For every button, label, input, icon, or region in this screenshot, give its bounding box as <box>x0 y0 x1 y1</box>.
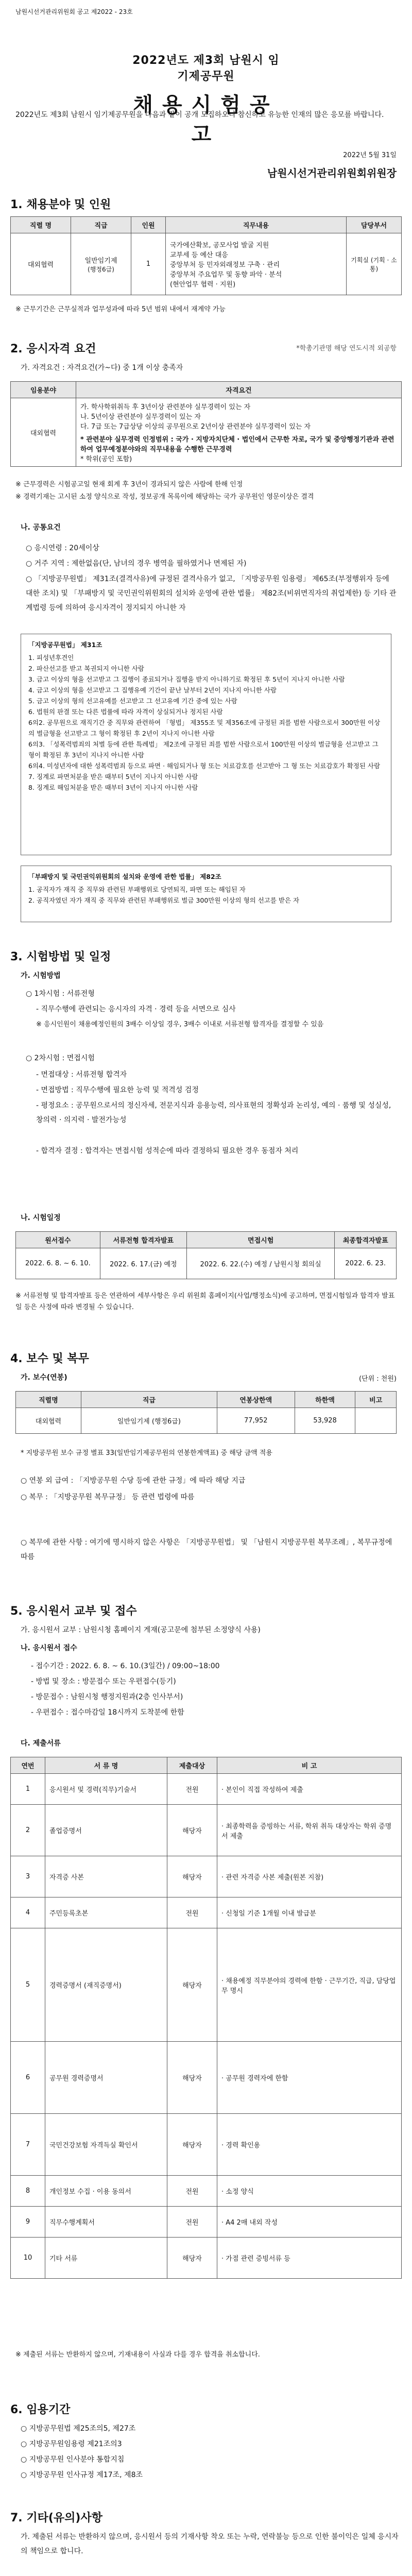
doc-remark: · 최종학력을 증빙하는 서류, 학위 취득 대상자는 학위 증명서 제출 <box>217 1805 402 1856</box>
box2-title: 「부패방지 및 국민권익위원회의 설치와 운영에 관한 법률」 제82조 <box>28 873 221 880</box>
stage2-item: - 합격자 결정 : 합격자는 면접시험 성적순에 따라 결정하되 필요한 경우 동점자 처리 <box>36 1147 299 1155</box>
intro-text: 2022년도 제3회 남원시 임기제공무원을 다음과 같이 공개 모집하오니 참신하고 유능한 인재의 많은 응모를 바랍니다. <box>15 111 384 119</box>
doc-name: 직무수행계획서 <box>45 2207 167 2238</box>
doc-name: 자격증 사본 <box>45 1856 167 1897</box>
doc-no: 1 <box>11 1774 45 1805</box>
sched-cell: 2022. 6. 23. <box>335 1248 397 1279</box>
pay-extra: ○ 연봉 외 급여 : 「지방공무원 수당 등에 관한 규정」에 따라 해당 지급 <box>21 1477 246 1485</box>
req-note2: * 학위(공인 포함) <box>80 455 132 463</box>
pay-h: 하한액 <box>295 1392 355 1408</box>
doc-no: 9 <box>11 2207 45 2238</box>
term-line: ○ 지방공무원임용령 제21조의3 <box>21 2440 122 2448</box>
doc-name: 경력증명서 (재직증명서) <box>45 1928 167 2042</box>
duty-item: 국가에산확보, 공모사업 발굴 지원 <box>170 242 269 249</box>
box1-item: 6의3. 「성폭력범죄의 처벌 등에 관한 특례법」 제2조에 규정된 죄를 범한 사람으로서 100만원 이상의 벌금형을 선고받고 그 형이 확정된 후 3년이 지나지 아니한 사람 <box>28 740 379 759</box>
section6-title: 6. 임용기간 <box>10 2403 71 2416</box>
doc-h: 제출대상 <box>167 1757 217 1774</box>
doc-name: 주민등록초본 <box>45 1897 167 1928</box>
section4-title: 4. 보수 및 복무 <box>10 1352 89 1365</box>
recruit-count: 1 <box>131 233 166 295</box>
pay-h: 비고 <box>355 1392 397 1408</box>
pay-cell: 77,952 <box>217 1408 295 1434</box>
box1-item: 1. 피성년후견인 <box>28 654 74 662</box>
duty-item: 교부세 등 예산 대응 <box>170 251 228 259</box>
section5-na: 나. 응시원서 접수 <box>21 1644 77 1652</box>
doc-no: 10 <box>11 2238 45 2279</box>
documents-note: ※ 제출된 서류는 반환하지 않으며, 기재내용이 사실과 다를 경우 합격을 취소합니다. <box>15 2351 260 2359</box>
box1-item: 7. 징계로 파면처분을 받은 때부터 5년이 지나지 아니한 사람 <box>28 773 198 781</box>
th-name: 직렬 명 <box>11 217 71 233</box>
doc-remark: · 신청일 기준 1개월 이내 발급분 <box>217 1897 402 1928</box>
stage1: ○ 1차시험 : 서류전형 <box>26 990 95 998</box>
doc-remark: · 경력 확인용 <box>217 2114 402 2176</box>
doc-target: 해당자 <box>167 2238 217 2279</box>
duty-item: 중앙부처 주요업무 및 동향 파악 · 분석 <box>170 271 282 279</box>
sched-h: 원서접수 <box>16 1232 100 1248</box>
qual-field: 대외협력 <box>11 398 76 467</box>
doc-remark: · 공무원 경력자에 한함 <box>217 2042 402 2114</box>
pay-h: 직렬명 <box>16 1392 81 1408</box>
box1-item: 6의2. 공무원으로 재직기간 중 직무와 관련하여 「형법」 제355조 및 제356조에 규정된 죄를 범한 사람으로서 300만원 이상의 벌금형을 선고받고 그 형이 확정된 후 2년이 지나지 아니한 사람 <box>28 719 381 737</box>
th-count: 인원 <box>131 217 166 233</box>
doc-no: 2 <box>11 1805 45 1856</box>
stage2-item: - 평정요소 : 공무원으로서의 정신자세, 전문지식과 응용능력, 의사표현의 정확성과 논리성, 예의 · 품행 및 성실성, 창의력 · 의지력 · 발전가능성 <box>36 1101 391 1124</box>
pay-h: 연봉상한액 <box>217 1392 295 1408</box>
title-sub: 2022년도 제3회 남원시 임기제공무원 <box>132 54 280 83</box>
box1-item: 8. 징계로 해임처분을 받은 때부터 3년이 지나지 아니한 사람 <box>28 784 198 791</box>
stage2: ○ 2차시험 : 면접시험 <box>26 1054 95 1062</box>
doc-remark: · A4 2매 내외 작성 <box>217 2207 402 2238</box>
doc-no: 6 <box>11 2042 45 2114</box>
req-item: 나. 5년이상 관련분야 실무경력이 있는 자 <box>80 413 201 421</box>
stage1-note: ※ 응시인원이 채용예정인원의 3배수 이상일 경우, 3배수 이내로 서류전형 합격자를 결정할 수 있음 <box>36 1021 324 1028</box>
recruit-grade <box>71 233 131 295</box>
box1-item: 6의4. 미성년자에 대한 성폭력범죄 등으로 파면 · 해임되거나 형 또는 치료감호를 선고받아 그 형 또는 치료감호가 확정된 사람 <box>28 762 381 770</box>
disqualification-box <box>21 634 391 855</box>
term-line: ○ 지방공무원 인사규정 제17조, 제8조 <box>21 2471 143 2479</box>
service-terms: ○ 복무에 관한 사항 : 여기에 명시하지 않은 사항은 「지방공무원법」 및 「남원시 지방공무원 복무조례」, 복무규정에 따름 <box>21 1538 392 1561</box>
section3-ga: 가. 시험방법 <box>21 972 61 980</box>
doc-remark: · 가점 관련 증빙서류 등 <box>217 2238 402 2279</box>
grade-sub: (행정6급) <box>88 265 114 273</box>
pay-unit: (단위 : 천원) <box>358 1375 397 1383</box>
pay-cell: 53,928 <box>295 1408 355 1434</box>
doc-no: 3 <box>11 1856 45 1897</box>
doc-h: 연번 <box>11 1757 45 1774</box>
sched-cell: 2022. 6. 8. ~ 6. 10. <box>16 1248 100 1279</box>
doc-target: 전원 <box>167 2207 217 2238</box>
section4-ga: 가. 보수(연봉) <box>21 1374 67 1382</box>
duty-item: (현안업무 협력 · 지원) <box>170 281 236 289</box>
doc-target: 전원 <box>167 1774 217 1805</box>
sched-h: 서류전형 합격자발표 <box>100 1232 186 1248</box>
doc-no: 7 <box>11 2114 45 2176</box>
recruit-name: 대외협력 <box>11 233 71 295</box>
doc-target: 해당자 <box>167 1856 217 1897</box>
section5-ga: 가. 응시원서 교부 : 남원시청 홈페이지 게재(공고문에 첨부된 소정양식 사용) <box>21 1626 261 1634</box>
recruit-table <box>10 216 402 295</box>
box1-item: 2. 파산선고를 받고 복권되지 아니한 사람 <box>28 665 144 672</box>
title-block <box>129 52 283 147</box>
th-req: 자격요건 <box>76 382 402 398</box>
section2-title: 2. 응시자격 요건 <box>10 343 96 355</box>
pay-cell <box>355 1408 397 1434</box>
stage2-item: - 면접방법 : 직무수행에 필요한 능력 및 적격성 검정 <box>36 1086 199 1094</box>
box2-item: 1. 공직자가 재직 중 직무와 관련된 부패행위로 당연퇴직, 파면 또는 해임된 자 <box>28 886 246 893</box>
doc-no: 5 <box>11 1928 45 2042</box>
qual-reqs <box>76 398 402 467</box>
doc-target: 해당자 <box>167 2042 217 2114</box>
section2b-item: 나. 공통요건 <box>21 523 61 532</box>
title-main: 채용시험공고 <box>133 93 279 146</box>
pay-table <box>15 1391 397 1434</box>
req-item: 가. 학사학위취득 후 3년이상 관련분야 실무경력이 있는 자 <box>80 403 251 411</box>
section2b-line: ○ 거주 지역 : 제한없음(단, 남녀의 경우 병역을 필하였거나 면제된 자) <box>26 560 247 568</box>
pay-h: 직급 <box>81 1392 217 1408</box>
box1-item: 6. 법원의 판결 또는 다른 법률에 따라 자격이 상실되거나 정지된 사람 <box>28 708 223 716</box>
doc-name: 기타 서류 <box>45 2238 167 2279</box>
req-note: * 관련분야 실무경력 인정범위 : 국가 · 지방자치단체 · 법인에서 근무한 자로, 국가 및 중앙행정기관과 관련하여 업무예정분야와의 직무내용을 수행한 근무경력 <box>80 436 394 453</box>
section2-note2: ※ 경력기재는 고시된 소정 양식으로 작성, 정보공개 목록이에 해당하는 국가 공무원인 영문이상은 결격 <box>15 493 314 501</box>
req-item: 다. 7급 또는 7급상당 이상의 공무원으로 2년이상 관련분야 실무경력이 있는 자 <box>80 423 311 431</box>
sched-h: 면접시험 <box>186 1232 334 1248</box>
recruit-dept: 기획실 (기획 · 소통) <box>347 233 402 295</box>
sched-cell: 2022. 6. 17.(금) 예정 <box>100 1248 186 1279</box>
section2-item1: 가. 자격요건 : 자격요건(가~다) 중 1개 이상 충족자 <box>21 364 183 372</box>
stage2-item: - 면접대상 : 서류전형 합격자 <box>36 1071 127 1079</box>
notice-number: 남원시선거관리위원회 공고 제2022 - 23호 <box>15 8 133 15</box>
section3-na: 나. 시험일정 <box>21 1214 61 1222</box>
section7-title: 7. 기타(유의)사항 <box>10 2512 102 2524</box>
section2b-line: ○ 「지방공무원법」 제31조(결격사유)에 규정된 결격사유가 없고, 「지방공무원 임용령」 제65조(부정행위자 등에 대한 조치) 및 「부패방지 및 국민권익위원회의 설치와 운영에 관한 법률」 제82조(비위면직자의 취업제한) 등 기타 관계법령 등에 의하여 응시자격이 정지되지 아니한 자 <box>26 575 397 612</box>
stage1-desc: - 직무수행에 관련되는 응시자의 자격 · 경력 등을 서면으로 심사 <box>36 1005 236 1013</box>
doc-name: 공무원 경력증명서 <box>45 2042 167 2114</box>
sched-cell: 2022. 6. 22.(수) 예정 / 남원시청 회의실 <box>186 1248 334 1279</box>
th-field: 임용분야 <box>11 382 76 398</box>
grade-label: 일반임기제 <box>84 257 117 265</box>
section1-title: 1. 채용분야 및 인원 <box>10 198 111 211</box>
doc-name: 응시원서 및 경력(직무)기술서 <box>45 1774 167 1805</box>
doc-h: 서 류 명 <box>45 1757 167 1774</box>
doc-target: 해당자 <box>167 1928 217 2042</box>
box1-item: 3. 금고 이상의 형을 선고받고 그 집행이 종료되거나 집행을 받지 아니하기로 확정된 후 5년이 지나지 아니한 사람 <box>28 675 345 683</box>
term-line: ○ 지방공무원법 제25조의5, 제27조 <box>21 2425 136 2433</box>
doc-no: 4 <box>11 1897 45 1928</box>
box2-item: 2. 공직자였던 자가 재직 중 직무와 관련된 부패행위로 벌금 300만원 이상의 형의 선고를 받은 자 <box>28 896 300 904</box>
notice-date: 2022년 5월 31일 <box>343 151 397 159</box>
section5-da: 다. 제출서류 <box>21 1739 61 1748</box>
doc-remark: · 소정 양식 <box>217 2176 402 2207</box>
doc-target: 해당자 <box>167 1805 217 1856</box>
doc-name: 개인정보 수집 · 이용 동의서 <box>45 2176 167 2207</box>
section2b-line: ○ 응시연령 : 20세이상 <box>26 544 99 552</box>
section3-title: 3. 시험방법 및 일정 <box>10 951 111 963</box>
schedule-table <box>15 1231 397 1279</box>
doc-remark: · 본인이 직접 작성하여 제출 <box>217 1774 402 1805</box>
pay-cell: 대외협력 <box>16 1408 81 1434</box>
box1-item: 4. 금고 이상의 형을 선고받고 그 집행유예 기간이 끝난 날부터 2년이 지나지 아니한 사람 <box>28 686 277 694</box>
th-grade: 직급 <box>71 217 131 233</box>
section2-note1: ※ 근무경력은 시험공고일 현재 회계 후 3년이 경과되지 않은 사람에 한해 인정 <box>15 481 243 488</box>
recruit-duties <box>166 233 347 295</box>
doc-remark: · 관련 자격증 사본 제출(원본 지참) <box>217 1856 402 1897</box>
sched-h: 최종합격자발표 <box>335 1232 397 1248</box>
box1-title: 「지방공무원법」 제31조 <box>28 641 102 649</box>
term-line: ○ 지방공무원 인사분야 통합지침 <box>21 2455 125 2464</box>
schedule-note: ※ 서류전형 및 합격자발표 등은 연관하여 세부사항은 우리 위원회 홈페이지(사업/행정소식)에 공고하며, 면접시험일과 합격자 발표일 등은 사정에 따라 변경될 수 있습니다. <box>15 1292 395 1311</box>
doc-remark: · 채용예정 직무분야의 경력에 한함 · 근무기간, 직급, 담당업무 명시 <box>217 1928 402 2042</box>
doc-name: 졸업증명서 <box>45 1805 167 1856</box>
doc-name: 국민건강보험 자격득실 확인서 <box>45 2114 167 2176</box>
th-duties: 직무내용 <box>166 217 347 233</box>
apply-line: - 접수기간 : 2022. 6. 8. ~ 6. 10.(3일간) / 09:00~18:00 <box>31 1662 220 1670</box>
doc-no: 8 <box>11 2176 45 2207</box>
apply-line: - 방문접수 : 남원시청 행정지원과(2층 인사부서) <box>31 1693 183 1701</box>
doc-target: 해당자 <box>167 2114 217 2176</box>
doc-h: 비 고 <box>217 1757 402 1774</box>
anticorruption-box <box>21 866 391 922</box>
pay-cell: 일반임기제 (행정6급) <box>81 1408 217 1434</box>
pay-service: ○ 복무 : 「지방공무원 복무규정」 등 관련 법령에 따름 <box>21 1493 195 1501</box>
doc-target: 전원 <box>167 1897 217 1928</box>
th-dept: 담당부서 <box>347 217 402 233</box>
apply-line: - 방법 및 장소 : 방문접수 또는 우편접수(등기) <box>31 1677 176 1686</box>
duty-item: 중앙부처 등 민자외래정보 구축 · 관리 <box>170 261 280 269</box>
documents-table <box>10 1757 402 2279</box>
box1-item: 5. 금고 이상의 형의 선고유예를 선고받고 그 선고유예 기간 중에 있는 사람 <box>28 697 237 705</box>
doc-target: 전원 <box>167 2176 217 2207</box>
issuing-org: 남원시선거관리위원회위원장 <box>267 167 397 179</box>
section1-note: ※ 근무기간은 근무실적과 업무성과에 따라 5년 범위 내에서 재계약 가능 <box>15 306 226 313</box>
qualification-table <box>10 381 402 467</box>
section5-title: 5. 응시원서 교부 및 접수 <box>10 1605 137 1618</box>
apply-line: - 우편접수 : 접수마감일 18시까지 도착분에 한함 <box>31 1708 184 1717</box>
section2-ref: *학총기관명 해당 연도시적 외공항 <box>296 345 397 352</box>
caution-line: 가. 제출된 서류는 반환하지 않으며, 응시원서 등의 기재사항 착오 또는 누락, 연락불능 등으로 인한 불이익은 일체 응시자의 책임으로 합니다. <box>21 2533 399 2555</box>
pay-note: * 지방공무원 보수 규정 별표 33(일반임기제공무원의 연봉한계액표) 중 해당 금액 적용 <box>21 1449 272 1457</box>
